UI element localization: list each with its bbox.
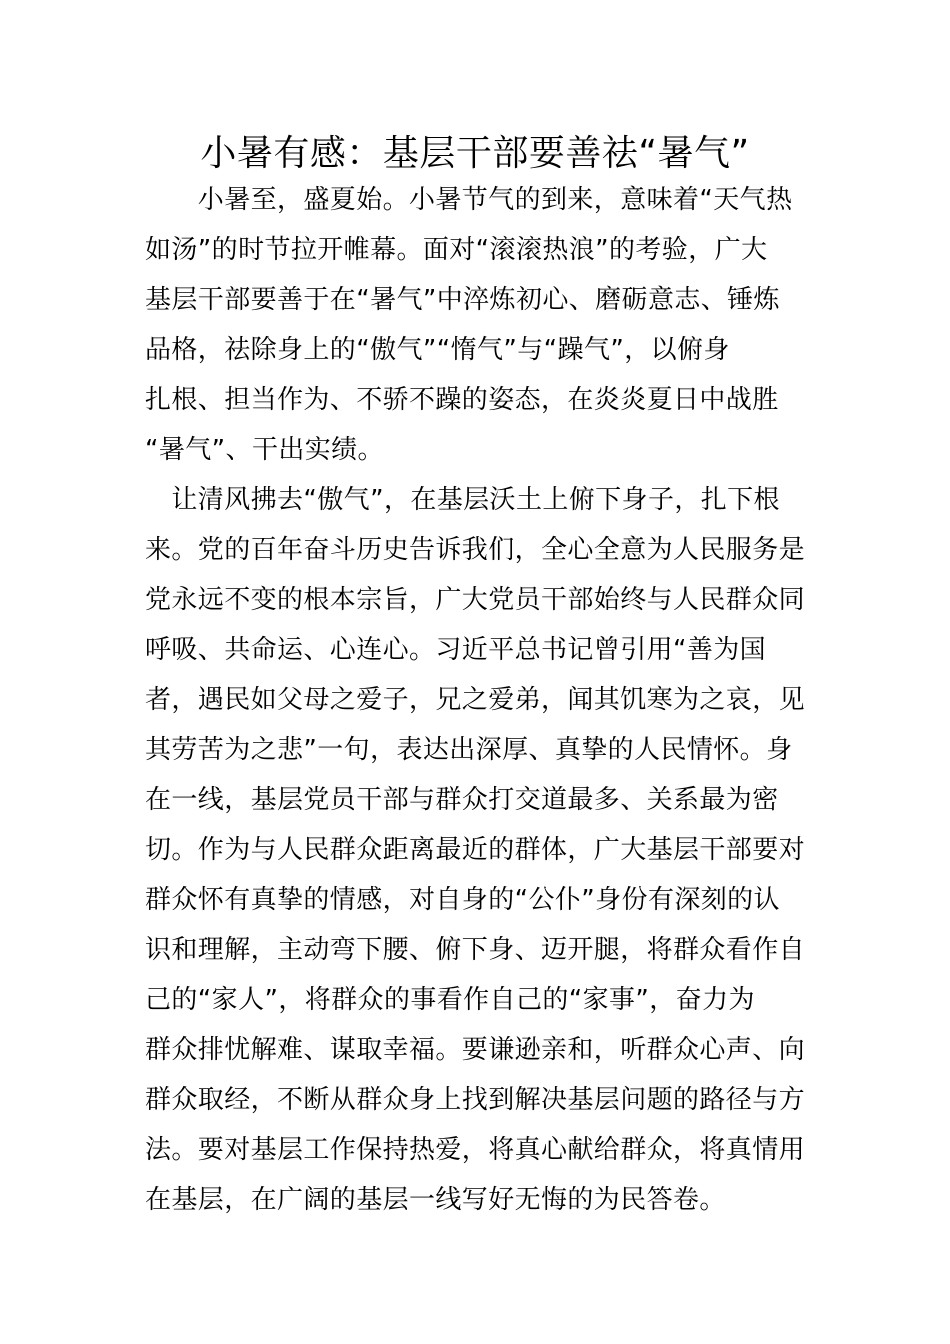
text-line: 在基层，在广阔的基层一线写好无悔的为民答卷。 xyxy=(145,1185,726,1215)
text-line: “暑气”、干出实绩。 xyxy=(145,435,384,465)
text-line: 群众排忧解难、谋取幸福。要谦逊亲和，听群众心声、向 xyxy=(145,1035,806,1065)
text-line: 群众取经，不断从群众身上找到解决基层问题的路径与方 xyxy=(145,1085,806,1115)
text-line: 基层干部要善于在“暑气”中淬炼初心、磨砺意志、锤炼 xyxy=(145,285,780,315)
document-title: 小暑有感：基层干部要善祛“暑气” xyxy=(200,133,750,174)
text-line: 扎根、担当作为、不骄不躁的姿态，在炎炎夏日中战胜 xyxy=(145,385,779,415)
text-line: 其劳苦为之悲”一句，表达出深厚、真挚的人民情怀。身 xyxy=(145,735,793,765)
text-line: 者，遇民如父母之爱子，兄之爱弟，闻其饥寒为之哀，见 xyxy=(145,685,806,715)
text-line: 切。作为与人民群众距离最近的群体，广大基层干部要对 xyxy=(145,835,806,865)
text-line: 让清风拂去“傲气”，在基层沃土上俯下身子，扎下根 xyxy=(145,485,780,515)
text-line: 识和理解，主动弯下腰、俯下身、迈开腿，将群众看作自 xyxy=(145,935,806,965)
text-line: 品格，祛除身上的“傲气”“惰气”与“躁气”，以俯身 xyxy=(145,335,730,365)
text-line: 小暑至，盛夏始。小暑节气的到来，意味着“天气热 xyxy=(145,185,793,215)
text-line: 在一线，基层党员干部与群众打交道最多、关系最为密 xyxy=(145,785,779,815)
text-line: 如汤”的时节拉开帷幕。面对“滚滚热浪”的考验，广大 xyxy=(145,235,768,265)
text-line: 来。党的百年奋斗历史告诉我们，全心全意为人民服务是 xyxy=(145,535,806,565)
text-line: 党永远不变的根本宗旨，广大党员干部始终与人民群众同 xyxy=(145,585,806,615)
text-line: 法。要对基层工作保持热爱，将真心献给群众，将真情用 xyxy=(145,1135,806,1165)
text-line: 群众怀有真挚的情感，对自身的“公仆”身份有深刻的认 xyxy=(145,885,780,915)
text-line: 己的“家人”，将群众的事看作自己的“家事”，奋力为 xyxy=(145,985,755,1015)
text-line: 呼吸、共命运、心连心。习近平总书记曾引用“善为国 xyxy=(145,635,767,665)
